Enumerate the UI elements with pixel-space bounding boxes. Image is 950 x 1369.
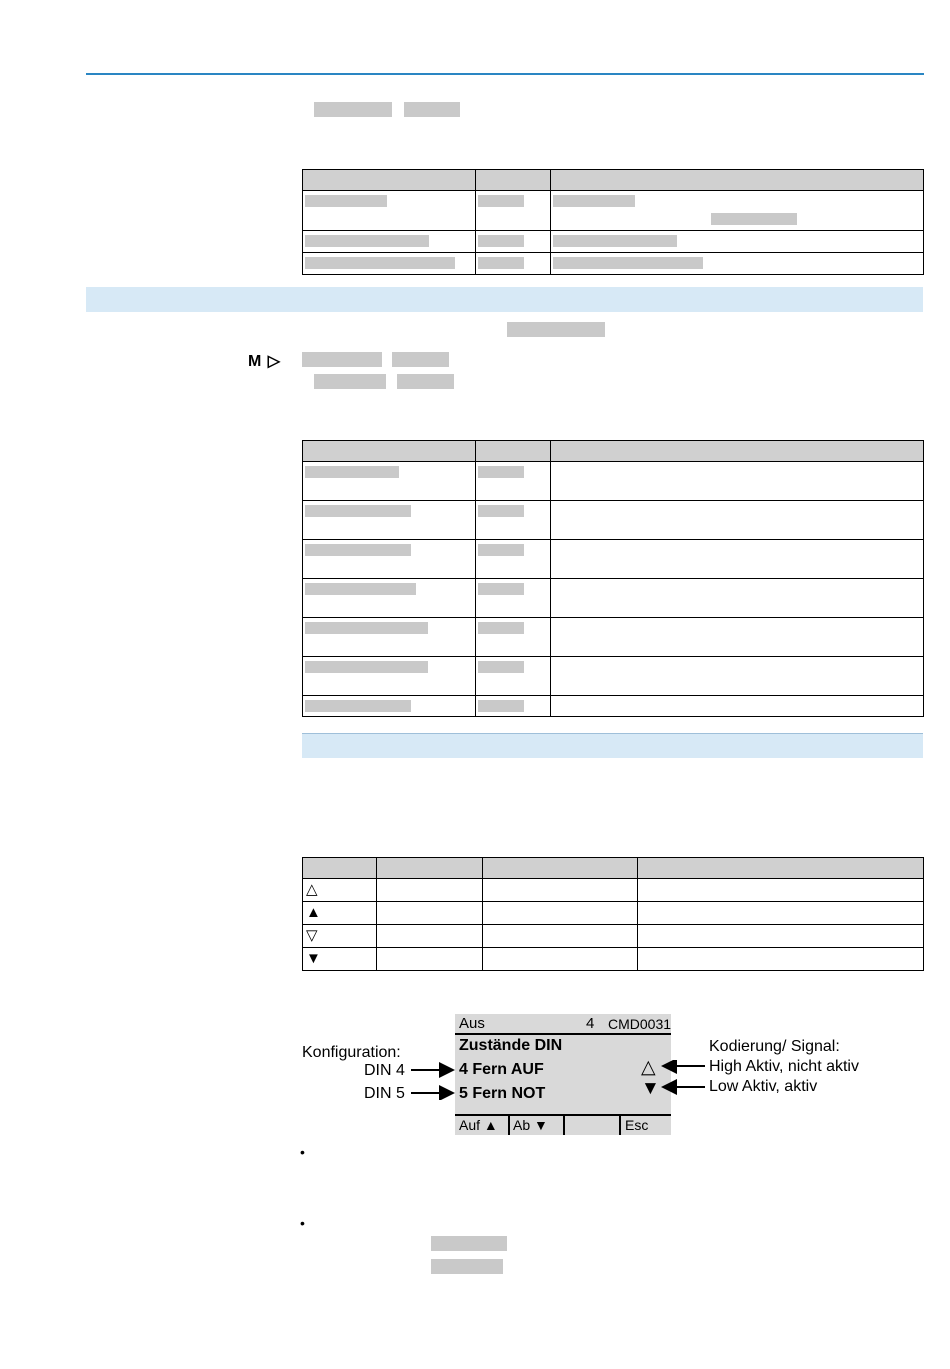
triangle-up-outline-icon: △ xyxy=(306,881,318,898)
redacted-text xyxy=(392,352,449,367)
bullet-2: • xyxy=(300,1215,305,1231)
table-row xyxy=(303,948,924,971)
signal-coding-table xyxy=(302,857,924,971)
triangle-down-outline-icon: ▽ xyxy=(306,927,318,944)
display-line-din4: 4 Fern AUF xyxy=(459,1061,544,1078)
redacted-text xyxy=(314,374,386,389)
table-row xyxy=(303,925,924,948)
redacted-text xyxy=(314,102,392,117)
redacted-text xyxy=(302,352,382,367)
header-rule xyxy=(86,73,924,75)
softkey-up[interactable]: Auf ▲ xyxy=(459,1117,498,1133)
table-row xyxy=(303,253,924,275)
triangle-up-filled-icon: ▲ xyxy=(306,904,321,921)
table-row xyxy=(303,902,924,925)
table-row xyxy=(303,879,924,902)
table-header-row xyxy=(303,170,924,191)
display-screen-id: CMD0031 xyxy=(608,1016,672,1032)
redacted-text xyxy=(431,1259,503,1274)
table-row xyxy=(303,231,924,253)
table-row xyxy=(303,657,924,696)
display-mode: Aus xyxy=(459,1015,485,1032)
display-title: Zustände DIN xyxy=(459,1037,563,1054)
callout-arrows xyxy=(405,1060,705,1100)
callout-high: High Aktiv, nicht aktiv xyxy=(709,1058,859,1075)
redacted-text xyxy=(431,1236,507,1251)
table-header-row xyxy=(303,858,924,879)
info-band xyxy=(302,733,923,758)
callout-din4: DIN 4 xyxy=(364,1062,405,1079)
table-row xyxy=(303,540,924,579)
callout-din5: DIN 5 xyxy=(364,1085,405,1102)
softkey-esc[interactable]: Esc xyxy=(625,1117,649,1133)
table-row xyxy=(303,501,924,540)
triangle-down-filled-icon: ▼ xyxy=(641,1078,660,1099)
callout-config-title: Konfiguration: xyxy=(302,1044,401,1061)
table-header-row xyxy=(303,441,924,462)
parameter-table-1 xyxy=(302,169,924,275)
menu-path-symbol: M ▷ xyxy=(248,353,282,370)
redacted-text xyxy=(507,322,605,337)
triangle-up-outline-icon: △ xyxy=(641,1057,656,1078)
callout-low: Low Aktiv, aktiv xyxy=(709,1078,818,1095)
bullet-1: • xyxy=(300,1144,305,1160)
redacted-text xyxy=(404,102,460,117)
redacted-text xyxy=(397,374,454,389)
table-row xyxy=(303,618,924,657)
display-page-number: 4 xyxy=(586,1015,595,1032)
table-row xyxy=(303,579,924,618)
softkey-down[interactable]: Ab ▼ xyxy=(513,1117,548,1133)
triangle-down-filled-icon: ▼ xyxy=(306,950,321,967)
display-line-din5: 5 Fern NOT xyxy=(459,1085,546,1102)
table-row xyxy=(303,462,924,501)
callout-coding-title: Kodierung/ Signal: xyxy=(709,1038,840,1055)
parameter-table-2 xyxy=(302,440,924,717)
table-row xyxy=(303,191,924,231)
section-heading-band xyxy=(86,287,923,312)
table-row xyxy=(303,696,924,717)
